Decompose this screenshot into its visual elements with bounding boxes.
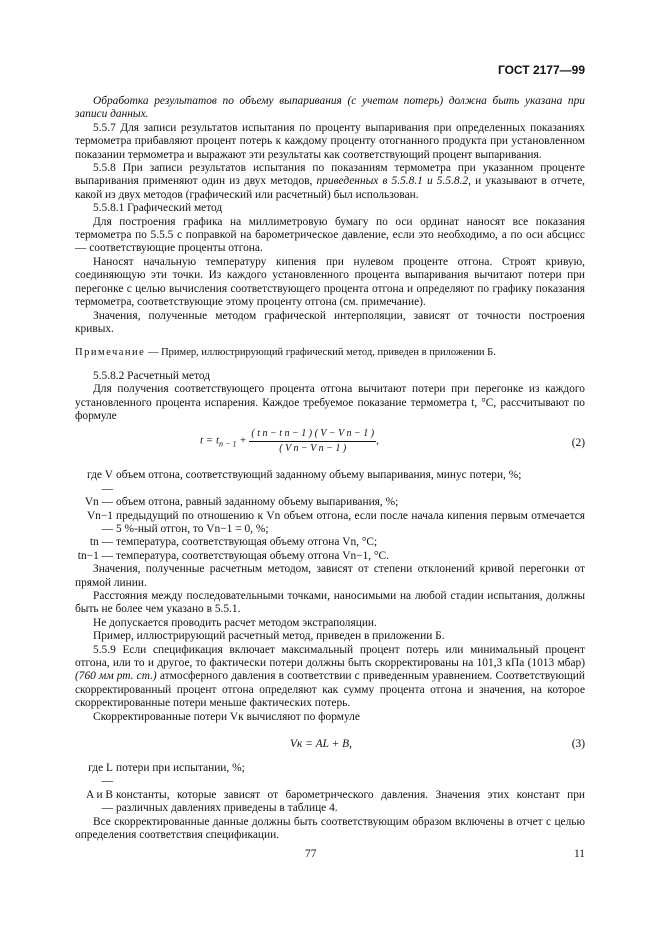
formula-3-expression: Vк = AL + B,	[290, 738, 352, 751]
calc-paragraph-c: Не допускается проводить расчет методом экстраполяции.	[93, 616, 377, 629]
clause-5-5-7	[75, 122, 585, 162]
definition-text: константы, которые зависят от барометрического давления. Значения этих констант при различных давлениях приведены в таблице 4.	[116, 788, 585, 815]
definitions-2	[75, 762, 585, 816]
clause-5-5-8-1-title: 5.5.8.1 Графический метод	[93, 202, 223, 215]
formula-2-expression	[200, 427, 500, 455]
note	[75, 346, 585, 359]
definition-symbol: tn —	[89, 536, 113, 549]
definition-row	[75, 496, 585, 509]
clause-5-5-8-1-c: Значения, полученные методом графической интерполяции, зависят от точности построения кривых.	[75, 309, 585, 335]
clause-5-5-8-a: 5.5.8 При записи результатов испытания по показаниям термометра при указанном проценте выпаривания применяют один из двух методов,	[75, 162, 585, 188]
definitions-1	[75, 469, 585, 563]
calc-paragraph-d: Пример, иллюстрирующий расчетный метод, приведен в приложении Б.	[93, 630, 445, 643]
definition-text: температура, соответствующая объему отгона Vn, °С;	[116, 536, 378, 549]
definition-text: потери при испытании, %;	[116, 762, 245, 775]
calc-paragraph-a: Значения, полученные расчетным методом, зависят от степени отклонений кривой перегонки от прямой линии.	[75, 563, 585, 589]
calc-paragraph-b: Расстояния между последовательными точками, наносимыми на любой стадии испытания, должны быть не более чем указано в 5.5.1.	[75, 590, 585, 616]
clause-5-5-8-ref: приведенных в 5.5.8.1 и 5.5.8.2,	[316, 175, 471, 188]
formula-2-number: (2)	[571, 437, 585, 450]
formula-2-fraction	[249, 427, 376, 455]
definition-row	[75, 789, 585, 816]
formula-2-lhs: t = t	[200, 434, 220, 447]
definition-symbol: tn−1 —	[77, 549, 113, 562]
formula-3-number: (3)	[571, 738, 585, 751]
definition-text: объем отгона, равный заданному объему выпаривания, %;	[116, 496, 399, 509]
definition-text: предыдущий по отношению к Vn объем отгона, если после начала кипения первым отмечается 5 %-ный отгон, то Vn−1 = 0, %;	[116, 509, 585, 535]
definition-symbol: где L —	[88, 762, 113, 788]
note-label: Примечание	[75, 347, 146, 359]
definition-text: объем отгона, соответствующий заданному объему выпаривания, минус потери, %;	[116, 469, 522, 482]
document-body	[75, 95, 585, 843]
definition-text: температура, соответствующая объему отгона Vn−1, °С.	[116, 549, 389, 562]
definition-row	[75, 762, 585, 789]
note-text: — Пример, иллюстрирующий графический метод, приведен в приложении Б.	[145, 347, 496, 359]
calc-paragraph-f: Скорректированные потери Vк вычисляют по формуле	[93, 710, 360, 723]
clause-5-5-8	[75, 162, 585, 202]
definition-symbol: Vn —	[84, 496, 113, 509]
clause-5-5-8-2-title: 5.5.8.2 Расчетный метод	[93, 369, 211, 382]
clause-5-5-8-2-a: Для получения соответствующего процента отгона вычитают потери при перегонке из каждого установленного процента испарения. Каждое требуемое показание термометра t, °С, рассчитывают по формуле	[75, 383, 585, 422]
definition-symbol: где V —	[86, 469, 113, 495]
clause-5-5-9-a: 5.5.9 Если спецификация включает максимальный процент потерь или минимальный процент отгона, или то и другое, то фактически потери должны быть скорректированы на 101,3 кПа (1013 мбар)	[75, 643, 585, 670]
definition-symbol: A и B —	[86, 788, 113, 815]
clause-5-5-8-1-b: Наносят начальную температуру кипения при нулевом проценте отгона. Строят кривую, соединяющую эти точки. Из каждого установленного процента выпаривания вычитают потери при перегонке с целью вычисления соответствующего процента отгона и определяют по графику показания термометра, соответствующие этому проценту отгона (см. примечание).	[75, 255, 585, 309]
formula-2	[75, 427, 585, 465]
page-number-center: 77	[305, 848, 317, 860]
page-number-right: 11	[574, 848, 585, 860]
clause-5-5-7-text: 5.5.7 Для записи результатов испытания по проценту выпаривания при определенных показаниях термометра прибавляют процент потерь к каждому проценту отогнанного продукта при установленном показании термометра и выражают эти результаты как соответствующий процент выпаривания.	[75, 121, 585, 161]
definition-row	[75, 469, 585, 496]
clause-5-5-9-mmhg: (760 мм рт. ст.)	[75, 670, 157, 683]
clause-5-5-8-1-a: Для построения графика на миллиметровую бумагу по оси ординат наносят все показания термометра по 5.5.5 с поправкой на барометрическое давление, если это необходимо, а по оси абсцисс — соответствующие проценты отгона.	[75, 215, 585, 255]
definition-row	[75, 510, 585, 537]
definition-row	[75, 550, 585, 563]
definition-row	[75, 536, 585, 549]
intro-paragraph: Обработка результатов по объему выпаривания (с учетом потерь) должна быть указана при записи данных.	[75, 95, 585, 121]
definition-symbol: Vn−1 —	[86, 509, 113, 535]
clause-5-5-8-c: и указывают в отчете, какой из двух методов (графический или расчетный) был использован.	[75, 175, 586, 201]
closing-paragraph: Все скорректированные данные должны быть соответствующим образом включены в отчет с целью определения соответствия спецификации.	[75, 815, 585, 842]
formula-2-comma: ,	[376, 434, 379, 447]
formula-2-denominator: ( V n − V n − 1 )	[279, 442, 347, 454]
clause-5-5-9	[75, 644, 585, 711]
formula-2-lhs-sub: n − 1	[219, 439, 237, 449]
document-code: ГОСТ 2177—99	[497, 63, 585, 77]
clause-5-5-9-c: атмосферного давления в соответствии с приведенным уравнением. Соответствующий скорректированный процент отгона определяют как сумму процента отгона и значения, на которое скорректированные потери меньше фактических потерь.	[75, 670, 585, 710]
formula-2-plus: +	[236, 434, 250, 447]
formula-3	[75, 732, 585, 760]
formula-2-numerator: ( t n − t n − 1 ) ( V − V n − 1 )	[249, 427, 376, 441]
